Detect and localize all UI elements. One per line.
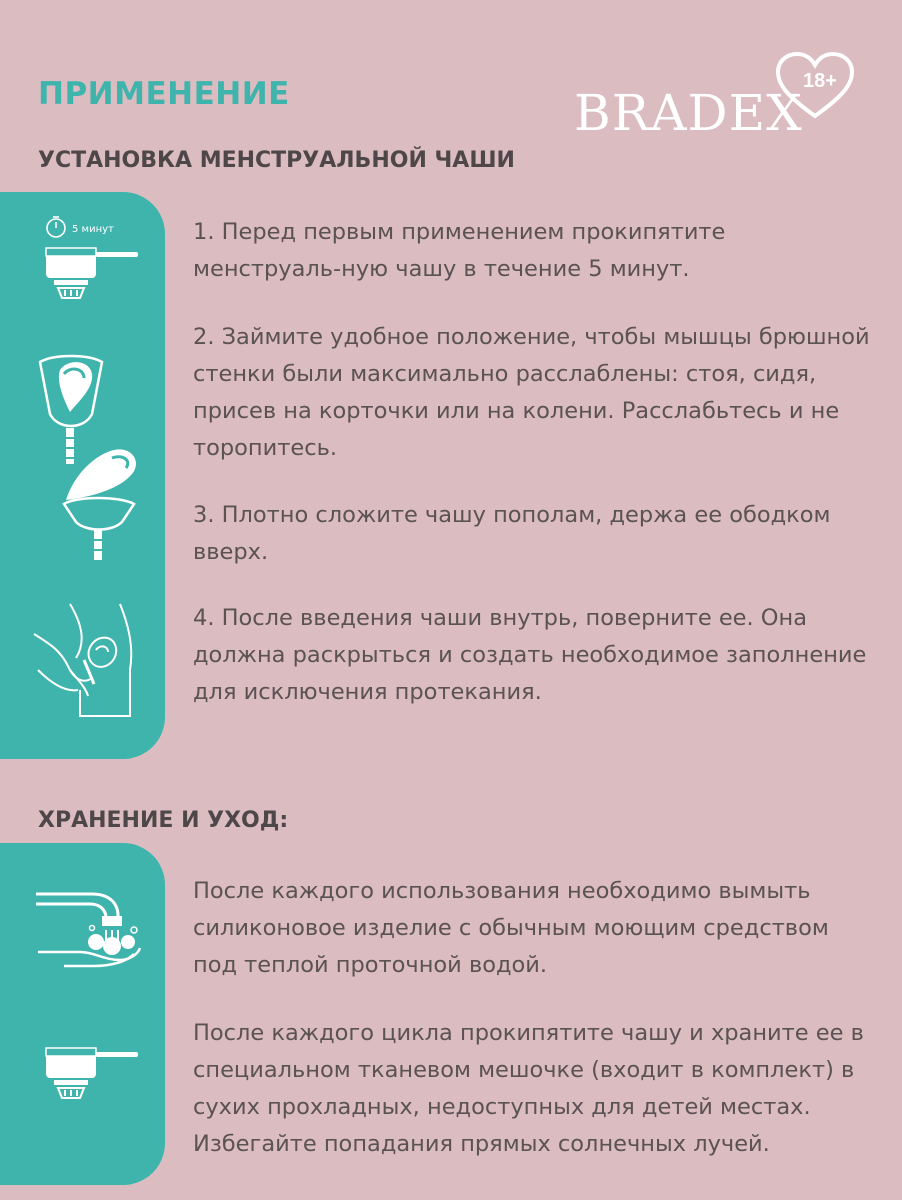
brand-name: BRADEX <box>574 84 803 142</box>
install-heading: УСТАНОВКА МЕНСТРУАЛЬНОЙ ЧАШИ <box>38 148 515 173</box>
install-step-1: 1. Перед первым применением прокипятите менструаль-ную чашу в течение 5 минут. <box>193 219 726 282</box>
age-rating-badge: 18+ <box>803 70 837 92</box>
pot-on-stove-icon <box>40 1040 140 1102</box>
care-heading: ХРАНЕНИЕ И УХОД: <box>38 808 289 833</box>
insertion-icon <box>30 600 142 718</box>
timer-label: 5 минут <box>72 224 114 235</box>
install-step-4: 4. После введения чаши внутрь, поверните ее. Она должна раскрыться и создать необходимое заполнение для исключения протекания. <box>193 605 867 705</box>
washing-hands-icon <box>34 880 146 976</box>
brand-logo <box>570 52 860 142</box>
care-paragraph-2: После каждого цикла прокипятите чашу и храните ее в специальном тканевом мешочке (входит в комплект) в сухих прохладных, недоступных для детей местах. Избегайте попадания прямых солнечных лучей. <box>193 1020 864 1157</box>
install-step-2: 2. Займите удобное положение, чтобы мышцы брюшной стенки были максимально расслаблены: стоя, сидя, присев на корточки или на колени. Расслабьтесь и не торопитесь. <box>193 324 870 461</box>
stopwatch-icon <box>44 214 68 240</box>
page-title: ПРИМЕНЕНИЕ <box>38 76 290 112</box>
install-step-3: 3. Плотно сложите чашу пополам, держа ее ободком вверх. <box>193 502 831 565</box>
pot-on-stove-icon <box>40 240 140 302</box>
folded-cup-icon <box>56 444 146 562</box>
care-paragraph-1: После каждого использования необходимо вымыть силиконовое изделие с обычным моющим средством под теплой проточной водой. <box>193 878 829 978</box>
